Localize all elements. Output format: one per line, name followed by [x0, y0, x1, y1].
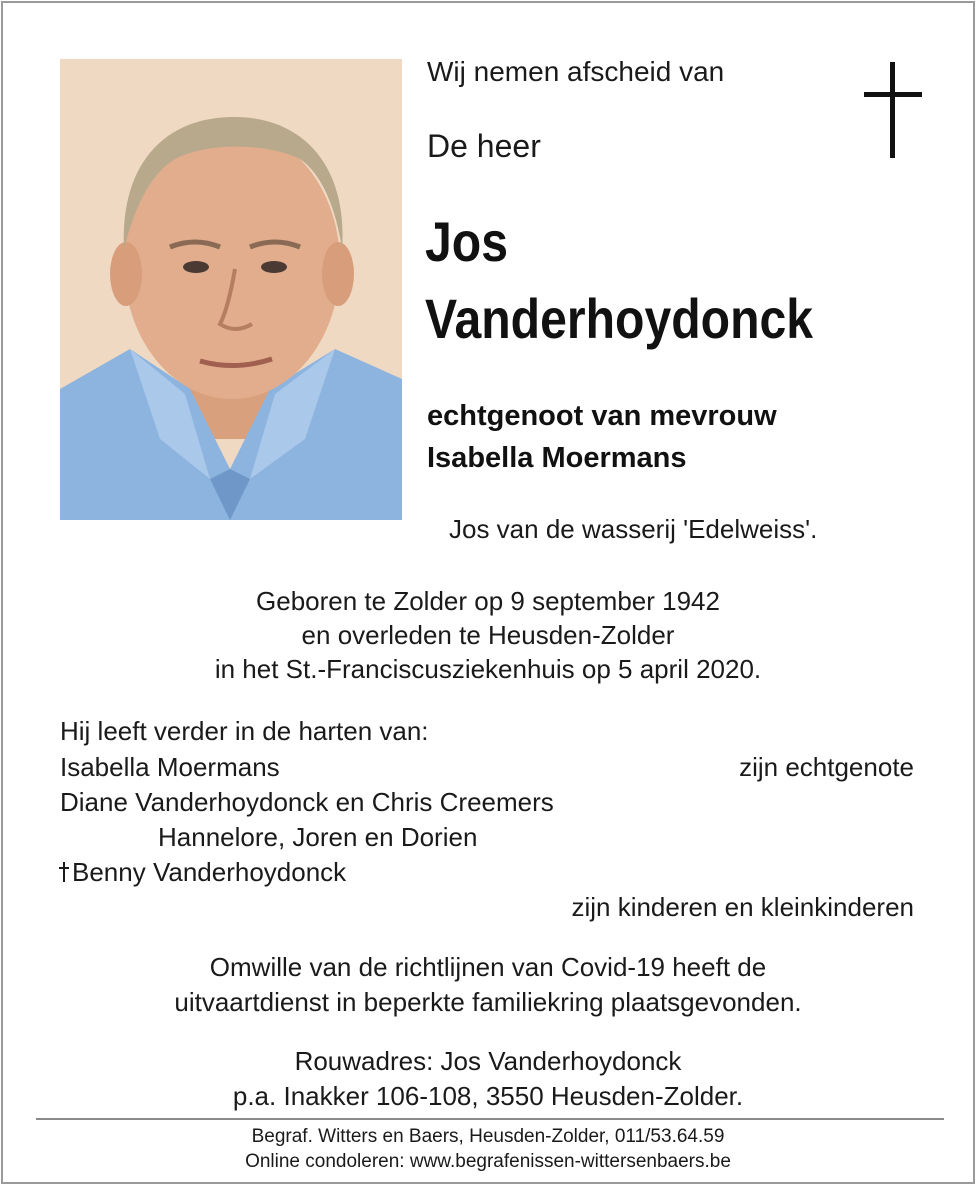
- death-place-line: en overleden te Heusden-Zolder: [301, 620, 675, 650]
- spouse-name: Isabella Moermans: [427, 442, 687, 474]
- survivor-child-2: Benny Vanderhoydonck: [72, 857, 347, 887]
- birth-line: Geboren te Zolder op 9 september 1942: [256, 586, 720, 616]
- cross-icon: [864, 62, 922, 158]
- survivors-intro: Hij leeft verder in de harten van:: [60, 716, 429, 746]
- footer-divider: [36, 1118, 944, 1120]
- children-role: zijn kinderen en kleinkinderen: [571, 892, 914, 922]
- funeral-home-line: Begraf. Witters en Baers, Heusden-Zolder, 011/53.64.59: [251, 1126, 725, 1147]
- deceased-last-name: Vanderhoydonck: [425, 287, 814, 350]
- death-date-line: in het St.-Franciscusziekenhuis op 5 april 2020.: [214, 654, 762, 684]
- survivor-spouse-role: zijn echtgenote: [739, 752, 914, 782]
- online-condolence-line: Online condoleren: www.begrafenissen-wittersenbaers.be: [245, 1151, 731, 1172]
- intro-text: Wij nemen afscheid van: [427, 56, 725, 87]
- nickname: Jos van de wasserij 'Edelweiss'.: [449, 514, 818, 544]
- small-cross-icon: [58, 861, 70, 883]
- address-line-1: Rouwadres: Jos Vanderhoydonck: [294, 1046, 682, 1076]
- survivor-grandchildren: Hannelore, Joren en Dorien: [158, 822, 478, 852]
- portrait-photo: [60, 59, 402, 520]
- spouse-relation: echtgenoot van mevrouw: [427, 400, 777, 432]
- address-line-2: p.a. Inakker 106-108, 3550 Heusden-Zolder.: [232, 1081, 744, 1111]
- covid-notice-line-2: uitvaartdienst in beperkte familiekring plaatsgevonden.: [174, 987, 802, 1017]
- survivor-child-1: Diane Vanderhoydonck en Chris Creemers: [60, 787, 554, 817]
- survivor-child-2-row: [58, 855, 346, 889]
- survivor-spouse-name: Isabella Moermans: [60, 752, 280, 782]
- deceased-first-name: Jos: [425, 210, 508, 273]
- salutation: De heer: [427, 128, 541, 164]
- covid-notice-line-1: Omwille van de richtlijnen van Covid-19 heeft de: [209, 952, 767, 982]
